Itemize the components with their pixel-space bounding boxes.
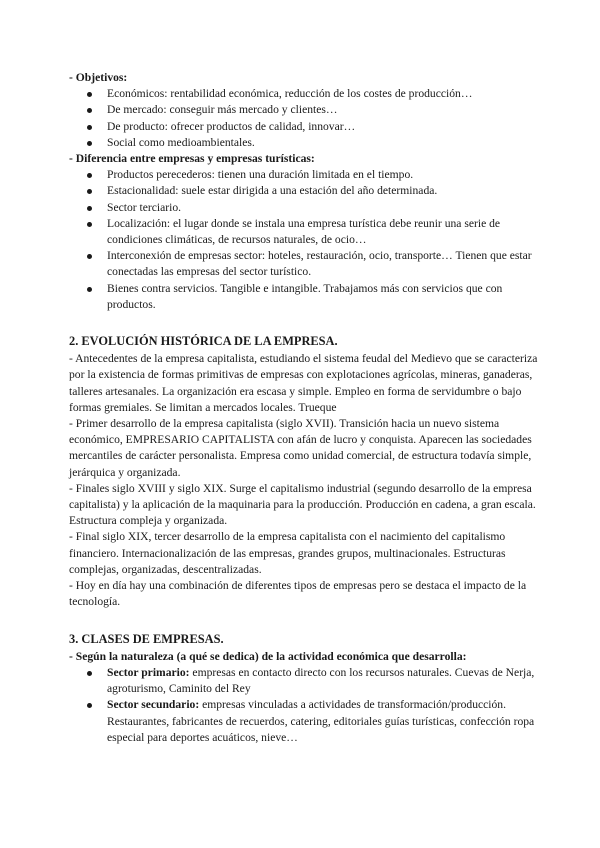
- diferencia-list: [69, 167, 539, 313]
- evolucion-title: 2. EVOLUCIÓN HISTÓRICA DE LA EMPRESA.: [69, 334, 338, 349]
- evolucion-paragraph: - Antecedentes de la empresa capitalista, estudiando el sistema feudal del Medievo que se caracteriza por la existencia de formas primitivas de empresas con explotaciones agrícolas, mineras, ganaderas, talleres artesanales. La organización era escasa y simple. Empleo en forma de servidumbre o bajo formas gremiales. Se limitan a mercados locales. Trueque: [69, 352, 538, 414]
- list-item: De mercado: conseguir más mercado y clientes…: [107, 102, 539, 118]
- list-item: Interconexión de empresas sector: hoteles, restauración, ocio, transporte… Tienen que estar conectadas las empresas del sector turístico.: [107, 248, 539, 280]
- diferencia-heading: - Diferencia entre empresas y empresas turísticas:: [69, 152, 315, 166]
- clases-list: [69, 665, 539, 746]
- sector-text: empresas en contacto directo con los recursos naturales. Cuevas de Nerja, agroturismo, Caminito del Rey: [107, 665, 535, 696]
- list-item: Localización: el lugar donde se instala una empresa turística debe reunir una serie de condiciones climáticas, de recursos naturales, de ocio…: [107, 216, 539, 248]
- evolucion-paragraph: - Final siglo XIX, tercer desarrollo de la empresa capitalista con el nacimiento del capitalismo financiero. Internacionalización de las empresas, grandes grupos, multinacionales. Estructuras complejas, organizadas, descentralizadas.: [69, 530, 506, 576]
- list-item: Sector terciario.: [107, 200, 539, 216]
- sector-label: Sector secundario:: [107, 698, 200, 712]
- evolucion-paragraph: - Finales siglo XVIII y siglo XIX. Surge el capitalismo industrial (segundo desarrollo de la empresa capitalista) y la aplicación de la maquinaria para la producción. Producción en cadena, a gran escala. Estructura compleja y organizada.: [69, 481, 536, 528]
- list-item: Bienes contra servicios. Tangible e intangible. Trabajamos más con servicios que con productos.: [107, 281, 539, 313]
- evolucion-paragraph: - Primer desarrollo de la empresa capitalista (siglo XVII). Transición hacia un nuevo sistema económico, EMPRESARIO CAPITALISTA con afán de lucro y conquista. Aparecen las sociedades mercantiles de carácter personalista. Empresa como unidad comercial, de estructura todavía simple, jerárquica y organizada.: [69, 417, 532, 479]
- evolucion-paragraph: - Hoy en día hay una combinación de diferentes tipos de empresas pero se destaca el impacto de la tecnología.: [69, 579, 527, 609]
- sector-text: empresas vinculadas a actividades de transformación/producción. Restaurantes, fabricantes de recuerdos, catering, editoriales guías turísticas, confección ropa especial para deportes acuáticos, nieve…: [107, 698, 535, 744]
- list-item: Productos perecederos: tienen una duración limitada en el tiempo.: [107, 167, 539, 183]
- list-item: [107, 665, 539, 697]
- list-item: Social como medioambientales.: [107, 135, 539, 151]
- objetivos-list: [69, 86, 539, 151]
- list-item: Estacionalidad: suele estar dirigida a una estación del año determinada.: [107, 183, 539, 199]
- list-item: Económicos: rentabilidad económica, reducción de los costes de producción…: [107, 86, 539, 102]
- objetivos-heading: - Objetivos:: [69, 71, 128, 84]
- document-page: [69, 70, 539, 746]
- list-item: De producto: ofrecer productos de calidad, innovar…: [107, 119, 539, 135]
- clases-title: 3. CLASES DE EMPRESAS.: [69, 631, 224, 646]
- sector-label: Sector primario:: [107, 665, 190, 679]
- clases-subheading: - Según la naturaleza (a qué se dedica) de la actividad económica que desarrolla:: [69, 649, 467, 663]
- list-item: [107, 697, 539, 746]
